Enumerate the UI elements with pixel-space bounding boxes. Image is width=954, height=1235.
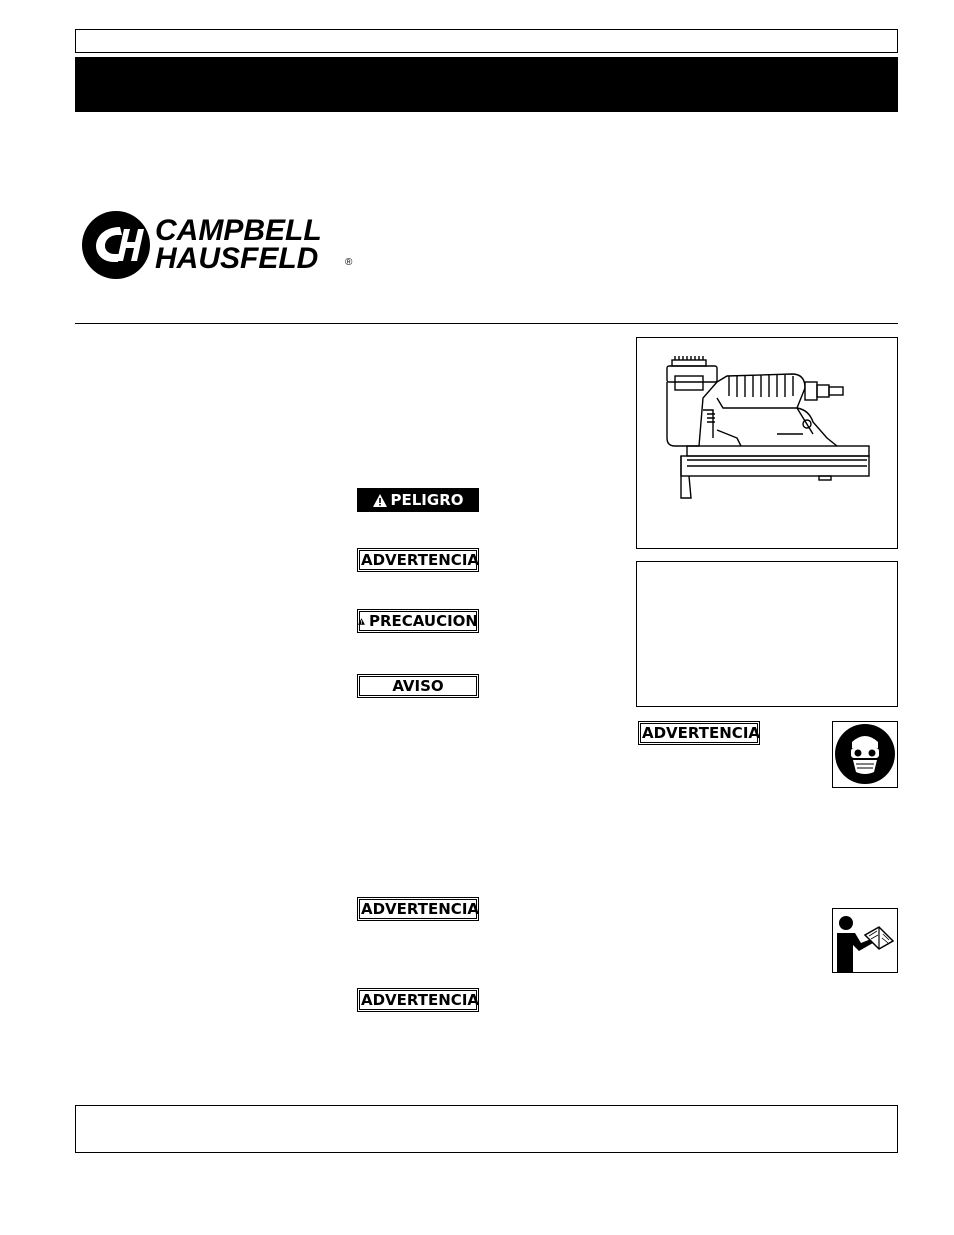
info-box <box>636 561 898 707</box>
advertencia-badge-2 <box>357 897 479 921</box>
tool-illustration-frame <box>636 337 898 549</box>
advertencia-badge-right <box>638 721 760 745</box>
advertencia-label: ADVERTENCIA <box>360 900 480 918</box>
read-manual-icon <box>833 909 897 972</box>
campbell-hausfeld-logo <box>80 207 370 282</box>
warning-triangle-icon <box>358 615 365 628</box>
peligro-label: PELIGRO <box>390 491 464 509</box>
precaucion-label: PRECAUCION <box>368 612 478 630</box>
header-title-bar <box>75 57 898 112</box>
advertencia-badge-3 <box>357 988 479 1012</box>
read-manual-icon-frame <box>832 908 898 973</box>
precaucion-badge <box>357 609 479 633</box>
aviso-badge <box>357 674 479 698</box>
advertencia-label: ADVERTENCIA <box>360 991 480 1009</box>
header-frame <box>75 29 898 53</box>
aviso-label: AVISO <box>392 677 444 695</box>
footer-frame <box>75 1105 898 1153</box>
warning-triangle-icon <box>373 494 387 507</box>
section-divider <box>75 323 898 324</box>
brand-line-2: HAUSFELD <box>155 242 319 275</box>
advertencia-label: ADVERTENCIA <box>360 551 480 569</box>
stapler-tool-illustration <box>637 338 899 550</box>
registered-mark: ® <box>345 257 353 268</box>
peligro-badge <box>357 488 479 512</box>
safety-icon-frame <box>832 721 898 788</box>
brand-line-1: CAMPBELL <box>155 214 322 247</box>
advertencia-label: ADVERTENCIA <box>641 724 761 742</box>
face-mask-goggles-icon <box>833 722 897 787</box>
advertencia-badge-1 <box>357 548 479 572</box>
ch-monogram-icon <box>80 209 152 281</box>
